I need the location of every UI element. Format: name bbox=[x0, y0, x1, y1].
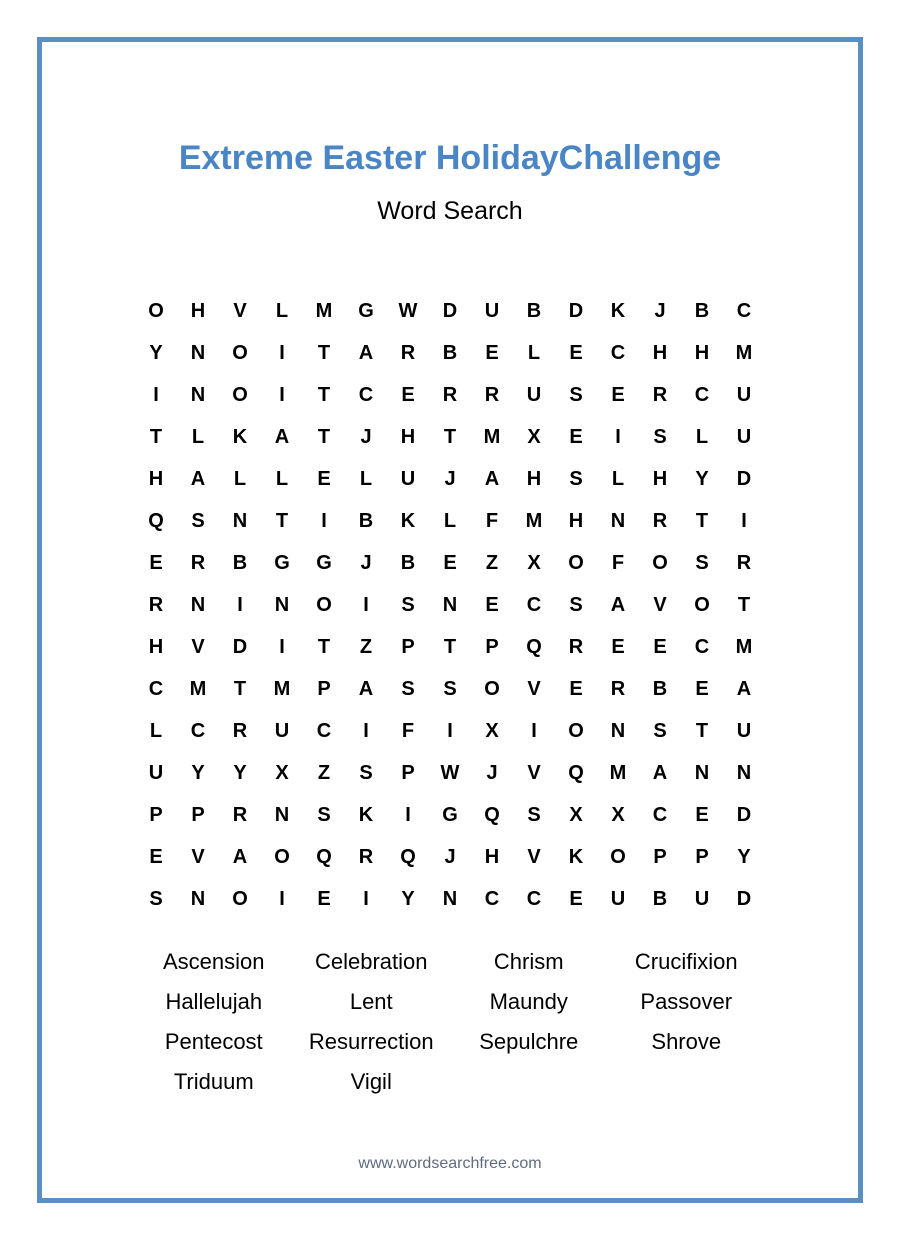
grid-cell[interactable]: N bbox=[190, 341, 206, 364]
grid-cell[interactable]: V bbox=[191, 845, 205, 868]
grid-cell[interactable]: T bbox=[695, 509, 709, 532]
grid-cell[interactable]: P bbox=[149, 803, 163, 826]
grid-cell[interactable]: Y bbox=[233, 761, 247, 784]
grid-cell[interactable]: J bbox=[486, 761, 498, 784]
grid-cell[interactable]: J bbox=[444, 845, 456, 868]
grid-cell[interactable]: I bbox=[279, 341, 285, 364]
grid-cell[interactable]: U bbox=[274, 719, 290, 742]
grid-cell[interactable]: Z bbox=[485, 551, 499, 574]
grid-cell[interactable]: E bbox=[569, 341, 583, 364]
grid-cell[interactable]: I bbox=[279, 887, 285, 910]
grid-cell[interactable]: N bbox=[232, 509, 248, 532]
grid-cell[interactable]: A bbox=[274, 425, 290, 448]
grid-cell[interactable]: B bbox=[232, 551, 248, 574]
grid-cell[interactable]: A bbox=[652, 761, 668, 784]
word-list-item: Passover bbox=[640, 989, 733, 1014]
grid-cell[interactable]: S bbox=[191, 509, 205, 532]
grid-cell[interactable]: K bbox=[358, 803, 374, 826]
grid-cell[interactable]: T bbox=[443, 635, 457, 658]
grid-cell[interactable]: T bbox=[149, 425, 163, 448]
grid-cell[interactable]: C bbox=[526, 593, 542, 616]
grid-cell[interactable]: S bbox=[569, 383, 583, 406]
grid-cell[interactable]: H bbox=[568, 509, 584, 532]
grid-cell[interactable]: J bbox=[360, 425, 372, 448]
grid-cell[interactable]: G bbox=[358, 299, 374, 322]
grid-cell[interactable]: T bbox=[233, 677, 247, 700]
word-list-item: Vigil bbox=[350, 1069, 392, 1094]
grid-cell[interactable]: R bbox=[190, 551, 206, 574]
grid-cell[interactable]: Y bbox=[401, 887, 415, 910]
grid-cell[interactable]: D bbox=[736, 467, 752, 490]
grid-cell[interactable]: N bbox=[274, 593, 290, 616]
grid-cell[interactable]: B bbox=[526, 299, 542, 322]
word-list-item: Crucifixion bbox=[634, 949, 738, 974]
grid-cell[interactable]: M bbox=[735, 341, 753, 364]
grid-cell[interactable]: Q bbox=[316, 845, 332, 868]
grid-cell[interactable]: P bbox=[485, 635, 499, 658]
word-list-item: Lent bbox=[349, 989, 393, 1014]
grid-cell[interactable]: E bbox=[149, 551, 163, 574]
grid-cell[interactable]: T bbox=[695, 719, 709, 742]
grid-cell[interactable]: X bbox=[527, 551, 541, 574]
grid-cell[interactable]: D bbox=[736, 887, 752, 910]
grid-cell[interactable]: I bbox=[363, 719, 369, 742]
grid-cell[interactable]: E bbox=[485, 593, 499, 616]
grid-cell[interactable]: V bbox=[527, 677, 541, 700]
grid-cell[interactable]: S bbox=[149, 887, 163, 910]
grid-cell[interactable]: E bbox=[443, 551, 457, 574]
grid-cell[interactable]: P bbox=[401, 635, 415, 658]
grid-cell[interactable]: J bbox=[444, 467, 456, 490]
grid-cell[interactable]: C bbox=[148, 677, 164, 700]
word-list-item: Ascension bbox=[162, 949, 265, 974]
grid-cell[interactable]: D bbox=[736, 803, 752, 826]
grid-cell[interactable]: A bbox=[610, 593, 626, 616]
grid-cell[interactable]: S bbox=[569, 593, 583, 616]
grid-cell[interactable]: E bbox=[653, 635, 667, 658]
grid-cell[interactable]: S bbox=[569, 467, 583, 490]
grid-cell[interactable]: F bbox=[401, 719, 415, 742]
grid-cell[interactable]: N bbox=[190, 887, 206, 910]
grid-cell[interactable]: E bbox=[485, 341, 499, 364]
grid-cell[interactable]: V bbox=[233, 299, 247, 322]
grid-cell[interactable]: O bbox=[274, 845, 290, 868]
grid-cell[interactable]: A bbox=[190, 467, 206, 490]
grid-cell[interactable]: E bbox=[569, 887, 583, 910]
grid-cell[interactable]: L bbox=[527, 341, 541, 364]
grid-cell[interactable]: R bbox=[358, 845, 374, 868]
grid-cell[interactable]: C bbox=[358, 383, 374, 406]
grid-cell[interactable]: I bbox=[153, 383, 159, 406]
grid-cell[interactable]: B bbox=[400, 551, 416, 574]
grid-cell[interactable]: I bbox=[447, 719, 453, 742]
grid-cell[interactable]: A bbox=[736, 677, 752, 700]
grid-cell[interactable]: I bbox=[615, 425, 621, 448]
grid-cell[interactable]: I bbox=[363, 887, 369, 910]
grid-cell[interactable]: S bbox=[653, 719, 667, 742]
grid-cell[interactable]: N bbox=[610, 719, 626, 742]
grid-cell[interactable]: D bbox=[442, 299, 458, 322]
grid-cell[interactable]: H bbox=[400, 425, 416, 448]
grid-cell[interactable]: A bbox=[484, 467, 500, 490]
grid-cell[interactable]: R bbox=[736, 551, 752, 574]
grid-cell[interactable]: E bbox=[401, 383, 415, 406]
grid-cell[interactable]: A bbox=[358, 677, 374, 700]
grid-cell[interactable]: C bbox=[736, 299, 752, 322]
grid-cell[interactable]: C bbox=[652, 803, 668, 826]
grid-cell[interactable]: O bbox=[232, 383, 248, 406]
grid-cell[interactable]: N bbox=[694, 761, 710, 784]
grid-cell[interactable]: Q bbox=[526, 635, 542, 658]
word-list-item: Celebration bbox=[314, 949, 428, 974]
page-subtitle: Word Search bbox=[377, 197, 523, 225]
grid-cell[interactable]: R bbox=[148, 593, 164, 616]
grid-cell[interactable]: R bbox=[232, 719, 248, 742]
grid-cell[interactable]: Y bbox=[149, 341, 163, 364]
grid-cell[interactable]: R bbox=[610, 677, 626, 700]
grid-cell[interactable]: Z bbox=[317, 761, 331, 784]
grid-cell[interactable]: U bbox=[148, 761, 164, 784]
word-list-item: Sepulchre bbox=[479, 1029, 579, 1054]
grid-cell[interactable]: Q bbox=[568, 761, 584, 784]
grid-cell[interactable]: W bbox=[440, 761, 460, 784]
grid-cell[interactable]: O bbox=[652, 551, 668, 574]
grid-cell[interactable]: E bbox=[569, 425, 583, 448]
grid-cell[interactable]: A bbox=[358, 341, 374, 364]
grid-cell[interactable]: U bbox=[694, 887, 710, 910]
grid-cell[interactable]: H bbox=[190, 299, 206, 322]
grid-cell[interactable]: D bbox=[568, 299, 584, 322]
grid-cell[interactable]: E bbox=[695, 803, 709, 826]
grid-cell[interactable]: C bbox=[190, 719, 206, 742]
grid-cell[interactable]: P bbox=[191, 803, 205, 826]
grid-cell[interactable]: G bbox=[442, 803, 458, 826]
word-list-item: Maundy bbox=[489, 989, 568, 1014]
word-list-item: Pentecost bbox=[164, 1029, 263, 1054]
grid-cell[interactable]: O bbox=[148, 299, 164, 322]
grid-cell[interactable]: O bbox=[232, 887, 248, 910]
grid-cell[interactable]: L bbox=[359, 467, 373, 490]
grid-cell[interactable]: B bbox=[694, 299, 710, 322]
grid-cell[interactable]: R bbox=[652, 383, 668, 406]
grid-cell[interactable]: M bbox=[735, 635, 753, 658]
page-title: Extreme Easter HolidayChallenge bbox=[178, 139, 722, 177]
word-list-item: Resurrection bbox=[308, 1029, 434, 1054]
grid-cell[interactable]: J bbox=[654, 299, 666, 322]
grid-cell[interactable]: C bbox=[316, 719, 332, 742]
grid-cell[interactable]: N bbox=[736, 761, 752, 784]
grid-cell[interactable]: M bbox=[315, 299, 333, 322]
grid-cell[interactable]: U bbox=[736, 383, 752, 406]
grid-cell[interactable]: D bbox=[232, 635, 248, 658]
grid-cell[interactable]: S bbox=[401, 677, 415, 700]
grid-cell[interactable]: W bbox=[398, 299, 418, 322]
grid-cell[interactable]: H bbox=[652, 467, 668, 490]
grid-cell[interactable]: Z bbox=[359, 635, 373, 658]
grid-cell[interactable]: F bbox=[485, 509, 499, 532]
grid-cell[interactable]: R bbox=[484, 383, 500, 406]
grid-cell[interactable]: P bbox=[695, 845, 709, 868]
grid-cell[interactable]: T bbox=[317, 635, 331, 658]
grid-cell[interactable]: Y bbox=[737, 845, 751, 868]
grid-cell[interactable]: U bbox=[526, 383, 542, 406]
grid-cell[interactable]: A bbox=[232, 845, 248, 868]
grid-cell[interactable]: C bbox=[526, 887, 542, 910]
grid-cell[interactable]: U bbox=[400, 467, 416, 490]
grid-cell[interactable]: B bbox=[358, 509, 374, 532]
grid-cell[interactable]: H bbox=[526, 467, 542, 490]
grid-cell[interactable]: N bbox=[610, 509, 626, 532]
grid-cell[interactable]: V bbox=[527, 761, 541, 784]
grid-cell[interactable]: T bbox=[317, 341, 331, 364]
grid-cell[interactable]: L bbox=[611, 467, 625, 490]
grid-cell[interactable]: N bbox=[190, 383, 206, 406]
grid-cell[interactable]: H bbox=[148, 635, 164, 658]
grid-cell[interactable]: I bbox=[279, 635, 285, 658]
grid-cell[interactable]: V bbox=[191, 635, 205, 658]
grid-cell[interactable]: E bbox=[569, 677, 583, 700]
grid-cell[interactable]: H bbox=[148, 467, 164, 490]
grid-cell[interactable]: E bbox=[695, 677, 709, 700]
grid-cell[interactable]: X bbox=[611, 803, 625, 826]
grid-cell[interactable]: M bbox=[189, 677, 207, 700]
grid-cell[interactable]: P bbox=[317, 677, 331, 700]
grid-cell[interactable]: O bbox=[610, 845, 626, 868]
grid-cell[interactable]: R bbox=[442, 383, 458, 406]
grid-cell[interactable]: T bbox=[275, 509, 289, 532]
grid-cell[interactable]: M bbox=[273, 677, 291, 700]
grid-cell[interactable]: S bbox=[401, 593, 415, 616]
grid-cell[interactable]: I bbox=[363, 593, 369, 616]
grid-cell[interactable]: E bbox=[149, 845, 163, 868]
grid-cell[interactable]: I bbox=[237, 593, 243, 616]
grid-cell[interactable]: S bbox=[317, 803, 331, 826]
grid-cell[interactable]: U bbox=[736, 719, 752, 742]
word-list-item: Shrove bbox=[651, 1029, 722, 1054]
word-list bbox=[135, 942, 765, 1102]
grid-cell[interactable]: K bbox=[568, 845, 584, 868]
grid-cell[interactable]: N bbox=[442, 593, 458, 616]
grid-cell[interactable]: O bbox=[568, 551, 584, 574]
word-list-item: Hallelujah bbox=[165, 989, 263, 1014]
grid-cell[interactable]: U bbox=[610, 887, 626, 910]
grid-cell[interactable]: O bbox=[694, 593, 710, 616]
letter-grid bbox=[135, 290, 765, 920]
grid-cell[interactable]: Y bbox=[695, 467, 709, 490]
grid-cell[interactable]: B bbox=[442, 341, 458, 364]
grid-cell[interactable]: J bbox=[360, 551, 372, 574]
grid-cell[interactable]: N bbox=[442, 887, 458, 910]
grid-cell[interactable]: I bbox=[531, 719, 537, 742]
grid-cell[interactable]: M bbox=[525, 509, 543, 532]
grid-cell[interactable]: S bbox=[653, 425, 667, 448]
grid-cell[interactable]: L bbox=[149, 719, 163, 742]
grid-cell[interactable]: I bbox=[405, 803, 411, 826]
grid-cell[interactable]: H bbox=[652, 341, 668, 364]
grid-cell[interactable]: N bbox=[274, 803, 290, 826]
grid-cell[interactable]: C bbox=[694, 383, 710, 406]
grid-cell[interactable]: F bbox=[611, 551, 625, 574]
grid-cell[interactable]: B bbox=[652, 887, 668, 910]
grid-cell[interactable]: U bbox=[736, 425, 752, 448]
grid-cell[interactable]: L bbox=[275, 299, 289, 322]
grid-cell[interactable]: X bbox=[527, 425, 541, 448]
grid-cell[interactable]: I bbox=[741, 509, 747, 532]
grid-cell[interactable]: Q bbox=[148, 509, 164, 532]
grid-cell[interactable]: C bbox=[694, 635, 710, 658]
grid-cell[interactable]: L bbox=[233, 467, 247, 490]
grid-cell[interactable]: B bbox=[652, 677, 668, 700]
grid-cell[interactable]: V bbox=[527, 845, 541, 868]
grid-cell[interactable]: E bbox=[317, 887, 331, 910]
grid-cell[interactable]: K bbox=[400, 509, 416, 532]
grid-cell[interactable]: O bbox=[568, 719, 584, 742]
word-list-item: Triduum bbox=[173, 1069, 254, 1094]
grid-cell[interactable]: T bbox=[317, 425, 331, 448]
grid-cell[interactable]: Y bbox=[191, 761, 205, 784]
grid-cell[interactable]: T bbox=[317, 383, 331, 406]
grid-cell[interactable]: M bbox=[609, 761, 627, 784]
grid-cell[interactable]: R bbox=[232, 803, 248, 826]
grid-cell[interactable]: H bbox=[484, 845, 500, 868]
grid-cell[interactable]: O bbox=[316, 593, 332, 616]
grid-cell[interactable]: E bbox=[611, 635, 625, 658]
grid-cell[interactable]: T bbox=[443, 425, 457, 448]
grid-cell[interactable]: S bbox=[695, 551, 709, 574]
grid-cell[interactable]: O bbox=[232, 341, 248, 364]
grid-cell[interactable]: L bbox=[191, 425, 205, 448]
grid-cell[interactable]: T bbox=[737, 593, 751, 616]
grid-cell[interactable]: X bbox=[275, 761, 289, 784]
grid-cell[interactable]: G bbox=[316, 551, 332, 574]
grid-cell[interactable]: R bbox=[568, 635, 584, 658]
grid-cell[interactable]: I bbox=[279, 383, 285, 406]
grid-cell[interactable]: C bbox=[484, 887, 500, 910]
grid-cell[interactable]: R bbox=[652, 509, 668, 532]
grid-cell[interactable]: V bbox=[653, 593, 667, 616]
grid-cell[interactable]: G bbox=[274, 551, 290, 574]
grid-cell[interactable]: K bbox=[610, 299, 626, 322]
grid-cell[interactable]: E bbox=[317, 467, 331, 490]
grid-cell[interactable]: P bbox=[653, 845, 667, 868]
grid-cell[interactable]: N bbox=[190, 593, 206, 616]
grid-cell[interactable]: I bbox=[321, 509, 327, 532]
footer-url[interactable]: www.wordsearchfree.com bbox=[358, 1155, 542, 1172]
grid-cell[interactable]: Q bbox=[400, 845, 416, 868]
grid-cell[interactable]: S bbox=[359, 761, 373, 784]
grid-cell[interactable]: R bbox=[400, 341, 416, 364]
grid-cell[interactable]: E bbox=[611, 383, 625, 406]
grid-cell[interactable]: L bbox=[695, 425, 709, 448]
grid-cell[interactable]: M bbox=[483, 425, 501, 448]
grid-cell[interactable]: L bbox=[443, 509, 457, 532]
grid-cell[interactable]: X bbox=[485, 719, 499, 742]
grid-cell[interactable]: Q bbox=[484, 803, 500, 826]
grid-cell[interactable]: P bbox=[401, 761, 415, 784]
word-list-item: Chrism bbox=[493, 949, 564, 974]
grid-cell[interactable]: S bbox=[443, 677, 457, 700]
grid-cell[interactable]: K bbox=[232, 425, 248, 448]
grid-cell[interactable]: C bbox=[610, 341, 626, 364]
grid-cell[interactable]: X bbox=[569, 803, 583, 826]
grid-cell[interactable]: U bbox=[484, 299, 500, 322]
grid-cell[interactable]: H bbox=[694, 341, 710, 364]
grid-cell[interactable]: O bbox=[484, 677, 500, 700]
grid-cell[interactable]: L bbox=[275, 467, 289, 490]
grid-cell[interactable]: S bbox=[527, 803, 541, 826]
